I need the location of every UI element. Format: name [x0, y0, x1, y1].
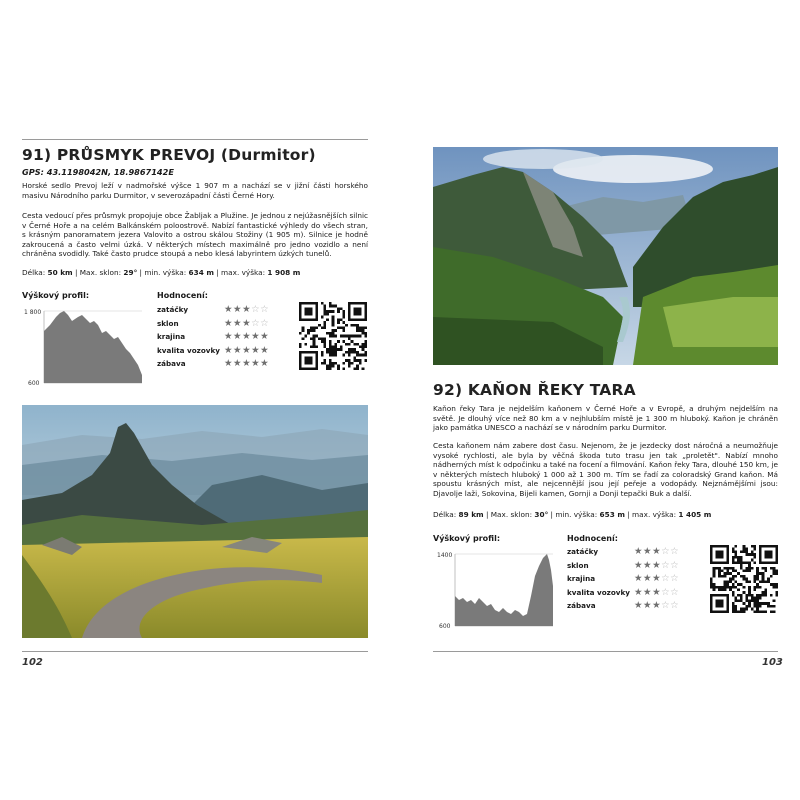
- star-filled-icon: ★: [224, 331, 234, 342]
- star-filled-icon: ★: [224, 344, 234, 356]
- star-filled-icon: ★: [251, 358, 261, 369]
- star-rating: [634, 561, 679, 571]
- star-filled-icon: ★: [233, 331, 243, 342]
- elevation-profile-label: Výškový profil:: [433, 534, 501, 543]
- star-empty-icon: ☆: [670, 586, 680, 598]
- star-rating: [224, 359, 269, 369]
- star-filled-icon: ★: [652, 559, 662, 571]
- star-filled-icon: ★: [634, 600, 644, 611]
- bottom-rule: [22, 651, 368, 652]
- page-number: 102: [22, 657, 43, 668]
- page-title: 91) PRŮSMYK PREVOJ (Durmitor): [22, 146, 316, 164]
- star-filled-icon: ★: [242, 317, 252, 329]
- star-empty-icon: ☆: [670, 546, 680, 557]
- star-filled-icon: ★: [652, 573, 662, 584]
- star-filled-icon: ★: [260, 331, 270, 342]
- rating-label: Hodnocení:: [567, 534, 618, 543]
- canyon-photo: [433, 147, 778, 365]
- rating-row-label: sklon: [567, 560, 589, 570]
- route-stats: Délka: 50 km | Max. sklon: 29° | min. výška: 634 m | max. výška: 1 908 m: [22, 268, 301, 277]
- star-empty-icon: ☆: [251, 317, 261, 329]
- star-filled-icon: ★: [233, 317, 243, 329]
- star-empty-icon: ☆: [661, 600, 671, 611]
- paragraph-1: Kaňon řeky Tara je nejdelším kaňonem v Černé Hoře a v Evropě, a druhým nejdelším na světě. Je dlouhý více než 80 km a v nejhlubším místě je 1 300 m hluboký. Kaňon je chráněn jako památka UNESCO a nachází se v národním parku Durmitor.: [433, 404, 778, 433]
- star-empty-icon: ☆: [670, 573, 680, 584]
- star-rating: [634, 547, 679, 557]
- profile-top-label: 1400: [437, 552, 453, 559]
- bottom-rule: [433, 651, 778, 652]
- star-rating: [224, 332, 269, 342]
- rating-row: [157, 330, 269, 344]
- paragraph-2: Cesta kaňonem nám zabere dost času. Nejenom, že je jezdecky dost náročná a neumožňuje vysoké rychlosti, ale byla by věčná škoda tuto trasu jen tak „proletět". Nabízí mnoho nádherných míst k odpočinku a také na focení a filmování. Kaňon řeky Tara, dlouhé 150 km, je v některých místech hluboký 1 000 až 1 300 m. Tím se řadí za coloradský Grand kaňon. Má spoustu krásných míst, ale nejcennější jsou její peřeje a vodopády. Nejznámějšími jsou: Djavolje laži, Sokovina, Bijeli kamen, Gornji a Donji tepački Buk a další.: [433, 441, 778, 498]
- star-filled-icon: ★: [233, 358, 243, 369]
- star-filled-icon: ★: [260, 344, 270, 356]
- paragraph-2: Cesta vedoucí přes průsmyk propojuje obce Žabljak a Plužine. Je jednou z nejúžasnějších silnic v Černé Hoře a na celém Balkánském poloostrově. Nabízí fantastické výhledy do všech stran, s krásným panoramatem jezera Valovito a ostrou skálou Stožiny (1 905 m). Silnice je hodně zakroucená a často velmi úzká. V některých místech maximálně pro jedno vozidlo a není chráněna svodidly. Také často prudce stoupá a nebo klesá labyrintem úzkých tunelů.: [22, 211, 368, 259]
- star-filled-icon: ★: [652, 600, 662, 611]
- star-rating: [224, 346, 269, 356]
- top-rule: [22, 139, 368, 140]
- rating-row-label: kvalita vozovky: [567, 587, 630, 597]
- profile-bottom-label: 600: [28, 380, 40, 385]
- star-empty-icon: ☆: [661, 573, 671, 584]
- star-rating: [634, 601, 679, 611]
- star-filled-icon: ★: [224, 358, 234, 369]
- page-number: 103: [762, 657, 783, 668]
- rating-row: [567, 559, 679, 573]
- star-filled-icon: ★: [224, 317, 234, 329]
- star-filled-icon: ★: [634, 546, 644, 557]
- star-filled-icon: ★: [634, 586, 644, 598]
- star-filled-icon: ★: [643, 573, 653, 584]
- elevation-profile: [433, 546, 555, 630]
- rating-row-label: zábava: [157, 359, 186, 369]
- rating-row-label: zábava: [567, 601, 596, 611]
- star-filled-icon: ★: [224, 304, 234, 315]
- star-empty-icon: ☆: [260, 317, 270, 329]
- star-filled-icon: ★: [643, 559, 653, 571]
- rating-row: [567, 572, 679, 586]
- page-title: 92) KAŇON ŘEKY TARA: [433, 381, 636, 399]
- star-filled-icon: ★: [634, 559, 644, 571]
- route-stats: Délka: 89 km | Max. sklon: 30° | min. výška: 653 m | max. výška: 1 405 m: [433, 510, 712, 519]
- star-filled-icon: ★: [233, 304, 243, 315]
- gps-coordinates: GPS: 43.1198042N, 18.9867142E: [22, 167, 174, 177]
- star-filled-icon: ★: [643, 600, 653, 611]
- star-filled-icon: ★: [634, 573, 644, 584]
- star-filled-icon: ★: [251, 331, 261, 342]
- rating-row-label: krajina: [567, 574, 596, 584]
- elevation-profile-label: Výškový profil:: [22, 291, 90, 300]
- star-rating: [224, 319, 269, 329]
- star-filled-icon: ★: [260, 358, 270, 369]
- star-rating: [634, 574, 679, 584]
- rating-row: [157, 344, 269, 358]
- rating-label: Hodnocení:: [157, 291, 208, 300]
- star-filled-icon: ★: [233, 344, 243, 356]
- qr-code[interactable]: [299, 302, 367, 374]
- star-filled-icon: ★: [251, 344, 261, 356]
- rating-row-label: kvalita vozovky: [157, 345, 220, 355]
- rating-row-label: zatáčky: [567, 547, 599, 557]
- rating-row-label: krajina: [157, 332, 186, 342]
- star-empty-icon: ☆: [661, 559, 671, 571]
- right-page: [400, 0, 800, 800]
- star-filled-icon: ★: [643, 586, 653, 598]
- star-empty-icon: ☆: [670, 559, 680, 571]
- rating-row: [567, 599, 679, 613]
- star-empty-icon: ☆: [670, 600, 680, 611]
- star-filled-icon: ★: [242, 358, 252, 369]
- star-filled-icon: ★: [652, 546, 662, 557]
- star-empty-icon: ☆: [251, 304, 261, 315]
- star-filled-icon: ★: [242, 304, 252, 315]
- elevation-profile: [22, 303, 144, 385]
- star-rating: [634, 588, 679, 598]
- paragraph-1: Horské sedlo Prevoj leží v nadmořské výšce 1 907 m a nachází se v jižní části horského masivu Národního parku Durmitor, v severozápadní části Černé Hory.: [22, 181, 368, 200]
- rating-row-label: zatáčky: [157, 305, 189, 315]
- rating-row: [157, 303, 269, 317]
- star-filled-icon: ★: [652, 586, 662, 598]
- star-empty-icon: ☆: [661, 546, 671, 557]
- ratings-list: [157, 303, 269, 371]
- mountain-road-photo: [22, 405, 368, 638]
- rating-row-label: sklon: [157, 318, 179, 328]
- star-rating: [224, 305, 269, 315]
- star-filled-icon: ★: [643, 546, 653, 557]
- qr-code[interactable]: [710, 545, 778, 617]
- profile-top-label: 1 800: [24, 309, 42, 316]
- rating-row: [567, 545, 679, 559]
- star-filled-icon: ★: [242, 331, 252, 342]
- profile-bottom-label: 600: [439, 623, 451, 630]
- star-filled-icon: ★: [242, 344, 252, 356]
- rating-row: [567, 586, 679, 600]
- rating-row: [157, 357, 269, 371]
- ratings-list: [567, 545, 679, 613]
- rating-row: [157, 317, 269, 331]
- star-empty-icon: ☆: [260, 304, 270, 315]
- star-empty-icon: ☆: [661, 586, 671, 598]
